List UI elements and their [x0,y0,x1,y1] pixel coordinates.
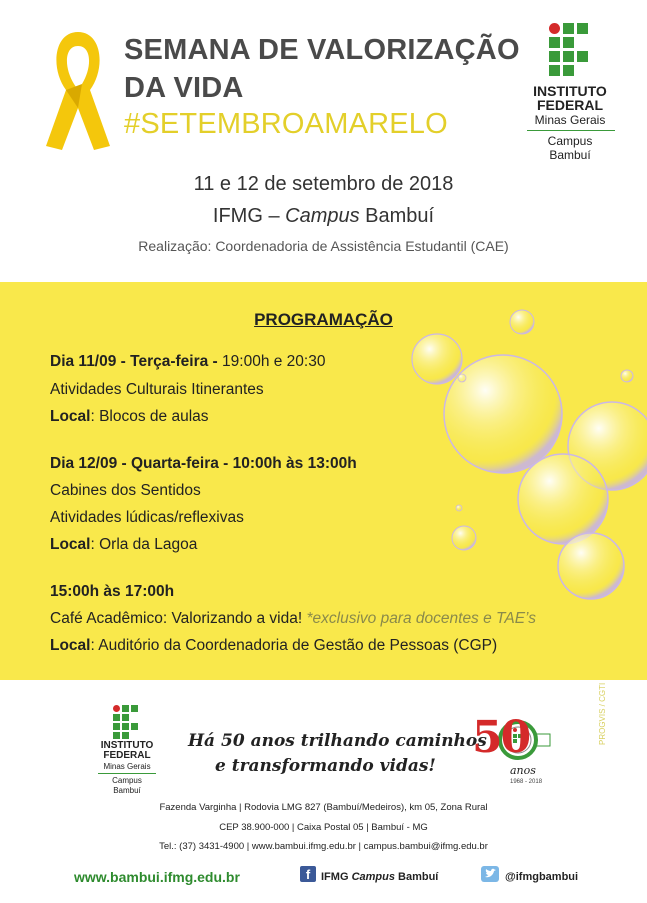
footer-institute-line-1: INSTITUTO [100,740,154,751]
hashtag: #SETEMBROAMARELO [124,108,448,140]
event-place-campus: Campus [285,205,360,227]
title-line-1: SEMANA DE VALORIZAÇÃO [124,34,520,66]
facebook-link[interactable] [321,871,438,883]
institute-state: Minas Gerais [534,113,606,127]
facebook-icon: f [300,866,316,882]
event-place-prefix: IFMG – [212,205,286,227]
day2-activity-2: Atividades lúdicas/reflexivas [50,509,244,526]
footer-campus-line-2: Bambuí [113,786,141,795]
day2-local-value: : Orla da Lagoa [90,536,198,553]
anniversary-years: 1968 - 2018 [510,779,543,785]
day2-local-label: Local [50,536,91,553]
bubble [621,370,633,382]
day1-local-label: Local [50,408,91,425]
footer-institute-state: Minas Gerais [103,762,151,771]
bubble [518,454,608,544]
bubble [456,505,462,511]
day2-heading-bold: Dia 12/09 - Quarta-feira - 10:00h às 13:00h [50,455,357,472]
afternoon-activity-text: Café Acadêmico: Valorizando a vida! [50,610,307,627]
title-line-2: DA VIDA [124,72,244,104]
bubble [558,533,624,599]
event-organizer: Realização: Coordenadoria de Assistência Estudantil (CAE) [138,238,509,254]
website-link[interactable]: www.bambui.ifmg.edu.br [74,869,240,885]
address-line-2: CEP 38.900-000 | Caixa Postal 05 | Bambuí - MG [219,822,428,833]
slogan-line-1: Há 50 anos trilhando caminhos [188,731,487,751]
day2-local [50,536,197,554]
footer-logo-divider [98,773,156,774]
afternoon-local-value: : Auditório da Coordenadoria de Gestão de Pessoas (CGP) [90,637,498,654]
afternoon-local [50,637,497,655]
twitter-icon [481,866,499,882]
bubble [452,526,476,550]
anniversary-word: anos [510,764,536,777]
ifmg-footer-logo-icon [113,705,140,742]
bubble [444,355,562,473]
afternoon-heading [50,583,174,601]
twitter-link[interactable]: @ifmgbambui [505,871,579,883]
yellow-ribbon-icon [42,28,114,154]
facebook-campus: Campus [351,871,395,883]
logo-divider [527,130,615,131]
day1-local-value: : Blocos de aulas [90,408,209,425]
slogan-line-2: e transformando vidas! [215,756,436,776]
address-line-1: Fazenda Varginha | Rodovia LMG 827 (Bambuí/Medeiros), km 05, Zona Rural [159,802,488,813]
program-title: PROGRAMAÇÃO [254,310,393,329]
day2-activity-1: Cabines dos Sentidos [50,482,201,499]
event-date: 11 e 12 de setembro de 2018 [193,173,454,195]
institute-name-line-2: FEDERAL [536,97,604,113]
day2-heading [50,455,357,473]
afternoon-note: *exclusivo para docentes e TAE’s [306,610,536,627]
day1-heading-bold: Dia 11/09 - Terça-feira - [50,353,218,370]
bubble [458,374,466,382]
footer-campus-line-1: Campus [112,776,142,785]
facebook-prefix: IFMG [321,871,352,883]
day1-heading [50,353,325,371]
anniversary-logo [470,712,560,792]
facebook-suffix: Bambuí [394,871,439,883]
campus-label-line-1: Campus [547,134,593,148]
campus-label-line-2: Bambuí [549,148,591,162]
footer-institute-line-2: FEDERAL [103,750,151,761]
afternoon-activity [50,610,536,628]
institute-name-line-1: INSTITUTO [533,83,607,99]
design-credit: PROGVIS / CGTI [598,682,607,745]
event-place-city: Bambuí [359,205,435,227]
afternoon-heading-bold: 15:00h às 17:00h [50,583,175,600]
day1-activity: Atividades Culturais Itinerantes [50,381,264,398]
address-line-3: Tel.: (37) 3431-4900 | www.bambui.ifmg.edu.br | campus.bambui@ifmg.edu.br [159,841,488,852]
day1-local [50,408,209,426]
anniversary-number: 50 [472,712,530,763]
bubble [412,334,462,384]
day1-time: 19:00h e 20:30 [217,353,326,370]
event-place [0,205,647,228]
ifmg-logo-icon [549,23,589,79]
afternoon-local-label: Local [50,637,91,654]
